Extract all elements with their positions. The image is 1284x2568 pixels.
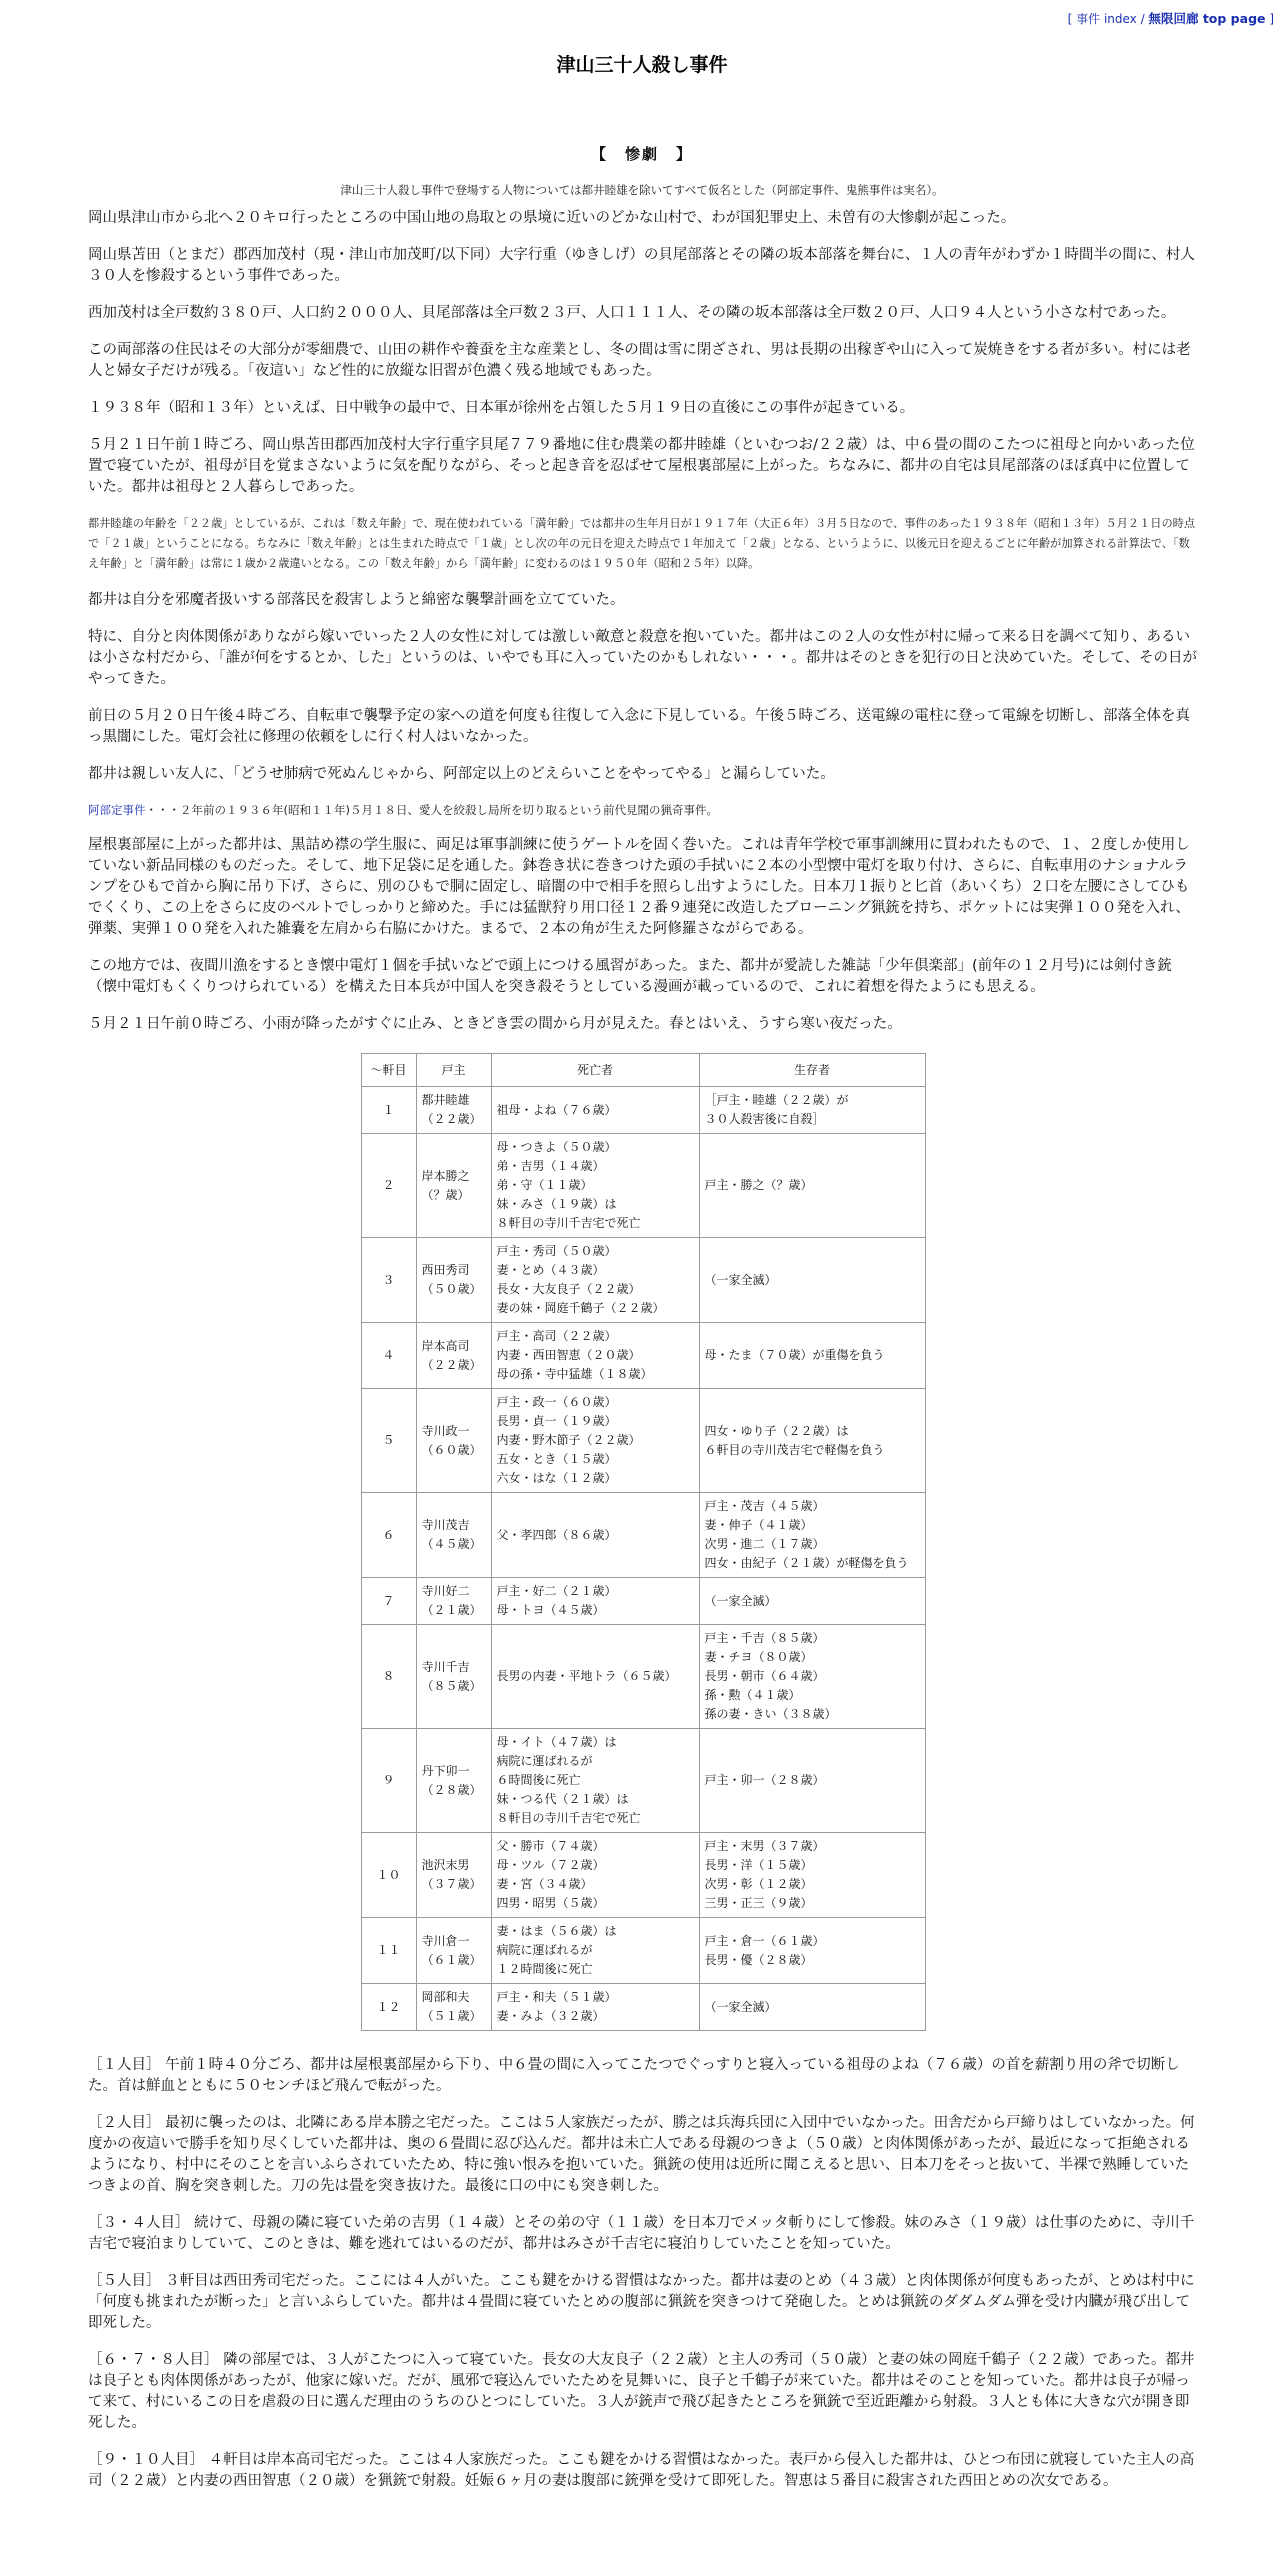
cell-survivors-line: ３０人殺害後に自殺］	[704, 1112, 825, 1126]
account-paragraph: ［３・４人目］ 続けて、母親の隣に寝ていた弟の吉男（１４歳）とその弟の守（１１歳）を日本刀でメッタ斬りにして惨殺。妹のみさ（１９歳）は仕事のために、寺川千吉宅で寝泊まりしていて、このときは、難を逃れてはいるのだが、都井はみさが千吉宅に寝泊りしていたことを知っていた。	[88, 2215, 1195, 2252]
cell-survivors	[699, 1833, 925, 1918]
victims-table-body	[361, 1087, 925, 2031]
cell-deceased-line: 六女・はな（１２歳）	[496, 1471, 617, 1485]
cell-deceased	[491, 1833, 699, 1918]
cell-householder	[416, 1087, 491, 1134]
cell-survivors-line: 長男・優（２８歳）	[704, 1952, 813, 1967]
intro-paragraph: 西加茂村は全戸数約３８０戸、人口約２０００人、貝尾部落は全戸数２３戸、人口１１１人、その隣の坂本部落は全戸数２０戸、人口９４人という小さな村であった。	[88, 305, 1176, 321]
cell-house-no: ６	[361, 1493, 416, 1578]
cell-survivors	[699, 1493, 925, 1578]
cell-house-no: １０	[361, 1833, 416, 1918]
cell-house-no: ３	[361, 1238, 416, 1323]
cell-householder-line: 都井睦雄	[421, 1093, 470, 1107]
cell-house-no: １	[361, 1087, 416, 1134]
cell-survivors-line: 戸主・勝之（？歳）	[704, 1178, 813, 1192]
cell-householder-line: （２２歳）	[421, 1112, 482, 1126]
cell-householder-line: 池沢末男	[421, 1858, 470, 1872]
cell-deceased-line: ８軒目の寺川千吉宅で死亡	[496, 1216, 641, 1230]
cell-deceased	[491, 1625, 699, 1729]
cell-deceased-line: 母・ツル（７２歳）	[496, 1858, 605, 1872]
cell-house-no: １１	[361, 1918, 416, 1984]
cell-householder-line: （２８歳）	[421, 1782, 482, 1797]
table-row	[361, 1238, 925, 1323]
cell-survivors-line: 長男・洋（１５歳）	[704, 1858, 813, 1872]
account-paragraph: ［２人目］ 最初に襲ったのは、北隣にある岸本勝之宅だった。ここは５人家族だったが、勝之は兵海兵団に入団中でいなかった。田舎だから戸締りはしていなかった。何度かの夜這いで勝手を知り尽くしていた都井は、奥の６畳間に忍び込んだ。都井は未亡人である母親のつきよ（５０歳）と肉体関係があったが、最近になって拒絶されるようになり、村中にそのことを言いふらされていたため、特に強い恨みを抱いていた。猟銃の使用は近所に聞こえると思い、日本刀をそっと抜いて、半裸で熟睡していたつきよの首、胸を突き刺した。刀の先は畳を突き抜けた。最後に口の中にも突き刺した。	[88, 2115, 1195, 2194]
col-header-house-no: ～軒目	[361, 1054, 416, 1087]
cell-deceased-line: 父・孝四郎（８６歳）	[496, 1527, 617, 1542]
cell-deceased-line: 母・つきよ（５０歳）	[496, 1140, 617, 1154]
cell-survivors-line: 次男・彰（１２歳）	[704, 1877, 813, 1891]
cell-deceased	[491, 1918, 699, 1984]
col-header-householder: 戸主	[416, 1054, 491, 1087]
cell-deceased	[491, 1323, 699, 1389]
cell-deceased-line: 弟・吉男（１４歳）	[496, 1159, 605, 1173]
cell-deceased-line: 母・トヨ（４５歳）	[496, 1603, 605, 1617]
cell-survivors-line: 三男・正三（９歳）	[704, 1896, 813, 1910]
cell-survivors-line: 妻・チヨ（８０歳）	[704, 1650, 813, 1664]
cell-deceased-line: 母・イト（４７歳）は	[496, 1735, 617, 1749]
cell-deceased-line: 内妻・西田智恵（２０歳）	[496, 1348, 641, 1362]
cell-survivors-line: 戸主・末男（３７歳）	[704, 1839, 825, 1853]
table-row	[361, 1087, 925, 1134]
table-row	[361, 1493, 925, 1578]
cell-survivors-line: 戸主・卯一（２８歳）	[704, 1773, 825, 1787]
table-row	[361, 1918, 925, 1984]
cell-deceased-line: 四男・昭男（５歳）	[496, 1896, 605, 1910]
cell-deceased	[491, 1087, 699, 1134]
cell-survivors	[699, 1625, 925, 1729]
table-row	[361, 1833, 925, 1918]
cell-householder	[416, 1729, 491, 1833]
cell-survivors	[699, 1578, 925, 1625]
cell-survivors-line: 戸主・茂吉（４５歳）	[704, 1499, 825, 1513]
cell-householder-line: 寺川倉一	[421, 1933, 470, 1948]
cell-deceased-line: 戸主・和夫（５１歳）	[496, 1990, 617, 2004]
cell-deceased-line: 戸主・高司（２２歳）	[496, 1329, 617, 1343]
cell-deceased-line: 戸主・政一（６０歳）	[496, 1395, 617, 1409]
section-heading: 【 惨劇 】	[590, 145, 693, 163]
table-row	[361, 1984, 925, 2031]
cell-survivors	[699, 1389, 925, 1493]
cell-householder	[416, 1323, 491, 1389]
cell-deceased-line: 妻・はま（５６歳）は	[496, 1924, 617, 1938]
cell-survivors	[699, 1087, 925, 1134]
intro-paragraph: 岡山県津山市から北へ２０キロ行ったところの中国山地の鳥取との県境に近いのどかな山村で、わが国犯罪史上、未曽有の大惨劇が起こった。	[88, 210, 1016, 226]
cell-survivors-line: 戸主・倉一（６１歳）	[704, 1933, 825, 1948]
intro-paragraph: ５月２１日午前１時ごろ、岡山県苫田郡西加茂村大字行重字貝尾７７９番地に住む農業の都井睦雄（といむつお/２２歳）は、中６畳の間のこたつに祖母と向かいあった位置で寝ていたが、祖母が目を覚まさないように気を配りながら、そっと起き音を忍ばせて屋根裏部屋に上がった。ちなみに、都井の自宅は貝尾部落のほぼ真中に位置していた。都井は祖母と２人暮らしであった。	[88, 437, 1195, 495]
cell-deceased-line: 五女・とき（１５歳）	[496, 1452, 617, 1466]
cell-householder	[416, 1984, 491, 2031]
abe-case-text: ・・・２年前の１９３６年(昭和１１年)５月１８日、愛人を絞殺し局所を切り取るという前代見聞の猟奇事件。	[145, 803, 718, 817]
cell-deceased	[491, 1578, 699, 1625]
table-row	[361, 1389, 925, 1493]
cell-survivors-line: 母・たま（７０歳）が重傷を負う	[704, 1348, 885, 1362]
table-row	[361, 1578, 925, 1625]
cell-householder	[416, 1389, 491, 1493]
account-paragraph: ［１人目］ 午前１時４０分ごろ、都井は屋根裏部屋から下り、中６畳の間に入ってこたつでぐっすりと寝入っている祖母のよね（７６歳）の首を薪割り用の斧で切断した。首は鮮血とともに５０センチほど飛んで転がった。	[88, 2057, 1180, 2094]
age-note: 都井睦雄の年齢を「２２歳」としているが、これは「数え年齢」で、現在使われている「満年齢」では都井の生年月日が１９１７年（大正６年）３月５日なので、事件のあった１９３８年（昭和１３年）５月２１日の時点で「２１歳」ということになる。ちなみに「数え年齢」とは生まれた時点で「１歳」とし次の年の元日を迎えた時点で１年加えて「２歳」となる、というように、以後元日を迎えるごとに年齢が加算される計算法で、「数え年齢」と「満年齢」は常に１歳か２歳違いとなる。この「数え年齢」から「満年齢」に変わるのは１９５０年（昭和２５年）以降。	[88, 517, 1196, 570]
cell-survivors	[699, 1238, 925, 1323]
cell-deceased-line: 病院に運ばれるが	[496, 1754, 593, 1768]
col-header-survivors: 生存者	[699, 1054, 925, 1087]
cell-survivors-line: 妻・伸子（４１歳）	[704, 1518, 813, 1532]
body-paragraph: 特に、自分と肉体関係がありながら嫁いでいった２人の女性に対しては激しい敵意と殺意を抱いていた。都井はこの２人の女性が村に帰って来る日を調べて知り、あるいは小さな村だから、「誰が何をするとか、した」というのは、いやでも耳に入っていたのかもしれない・・・。都井はそのときを犯行の日と決めていた。そして、その日がやってきた。	[88, 629, 1197, 687]
cell-deceased	[491, 1134, 699, 1238]
nav-separator: /	[1136, 12, 1149, 26]
table-header-row	[361, 1054, 925, 1087]
cell-householder-line: （８５歳）	[421, 1678, 482, 1693]
cell-householder-line: 丹下卯一	[421, 1763, 470, 1778]
cell-survivors	[699, 1323, 925, 1389]
cell-householder-line: （６１歳）	[421, 1952, 482, 1967]
cell-survivors	[699, 1729, 925, 1833]
cell-survivors-line: 長男・朝市（６４歳）	[704, 1669, 825, 1683]
intro-paragraph: この両部落の住民はその大部分が零細農で、山田の耕作や養蚕を主な産業とし、冬の間は雪に閉ざされ、男は長期の出稼ぎや山に入って炭焼きをする者が多い。村には老人と婦女子だけが残る。「夜這い」など性的に放縦な旧習が色濃く残る地域でもあった。	[88, 342, 1191, 379]
top-nav: [ 事件 index / 無限回廊 top page ]	[1067, 11, 1274, 26]
cell-householder-line: 寺川千吉	[421, 1659, 470, 1674]
cell-survivors-line: 孫の妻・きい（３８歳）	[704, 1707, 837, 1721]
cell-deceased-line: 弟・守（１１歳）	[496, 1178, 593, 1192]
cell-survivors	[699, 1984, 925, 2031]
cell-house-no: ５	[361, 1389, 416, 1493]
index-link[interactable]: 事件 index	[1076, 12, 1137, 26]
cell-survivors	[699, 1918, 925, 1984]
body-paragraph: 前日の５月２０日午後４時ごろ、自転車で襲撃予定の家への道を何度も往復して入念に下見している。午後５時ごろ、送電線の電柱に登って電線を切断し、部落全体を真っ黒闇にした。電灯会社に修理の依頼をしに行く村人はいなかった。	[88, 708, 1190, 745]
cell-deceased-line: １２時間後に死亡	[496, 1962, 593, 1976]
cell-householder-line: （３７歳）	[421, 1877, 482, 1891]
cell-householder	[416, 1578, 491, 1625]
cell-survivors-line: （一家全滅）	[704, 1593, 777, 1608]
cell-householder-line: （４５歳）	[421, 1537, 482, 1551]
cell-deceased-line: 父・勝市（７４歳）	[496, 1839, 605, 1853]
cell-house-no: ２	[361, 1134, 416, 1238]
cell-house-no: ４	[361, 1323, 416, 1389]
cell-deceased-line: ８軒目の寺川千吉宅で死亡	[496, 1811, 641, 1825]
col-header-deceased: 死亡者	[491, 1054, 699, 1087]
cell-householder-line: 寺川政一	[421, 1423, 470, 1438]
cell-deceased	[491, 1493, 699, 1578]
cell-survivors-line: 孫・勲（４１歳）	[704, 1688, 801, 1702]
table-row	[361, 1729, 925, 1833]
cell-deceased-line: 妻・とめ（４３歳）	[496, 1263, 605, 1277]
cell-house-no: ９	[361, 1729, 416, 1833]
table-row	[361, 1625, 925, 1729]
table-row	[361, 1323, 925, 1389]
cell-survivors	[699, 1134, 925, 1238]
cell-house-no: ８	[361, 1625, 416, 1729]
names-note: 津山三十人殺し事件で登場する人物については都井睦雄を除いてすべて仮名とした（阿部定事件、鬼熊事件は実名）。	[340, 183, 944, 197]
intro-paragraph: １９３８年（昭和１３年）といえば、日中戦争の最中で、日本軍が徐州を占領した５月１９日の直後にこの事件が起きている。	[88, 400, 915, 416]
cell-survivors-line: 戸主・千吉（８５歳）	[704, 1631, 825, 1645]
cell-householder-line: （５０歳）	[421, 1282, 482, 1296]
body-paragraph: ５月２１日午前０時ごろ、小雨が降ったがすぐに止み、ときどき雲の間から月が見えた。春とはいえ、うすら寒い夜だった。	[88, 1016, 902, 1032]
abe-case-note	[88, 801, 1198, 819]
cell-deceased	[491, 1238, 699, 1323]
cell-householder-line: （？歳）	[421, 1187, 470, 1202]
cell-deceased-line: 戸主・秀司（５０歳）	[496, 1244, 617, 1258]
cell-householder-line: 寺川茂吉	[421, 1518, 470, 1532]
account-paragraph: ［９・１０人目］ ４軒目は岸本高司宅だった。ここは４人家族だった。ここも鍵をかける習慣はなかった。表戸から侵入した都井は、ひとつ布団に就寝していた主人の高司（２２歳）と内妻の西田智恵（２０歳）を猟銃で射殺。妊娠６ヶ月の妻は腹部に銃弾を受けて即死した。智恵は５番目に殺害された西田とめの次女である。	[88, 2452, 1195, 2489]
cell-householder	[416, 1918, 491, 1984]
cell-householder-line: 岸本高司	[421, 1338, 470, 1353]
cell-deceased-line: 妻の妹・岡庭千鶴子（２２歳）	[496, 1301, 665, 1315]
top-page-link[interactable]: 無限回廊 top page	[1148, 11, 1266, 26]
cell-householder-line: 寺川好二	[421, 1584, 470, 1598]
cell-survivors-line: （一家全滅）	[704, 1272, 777, 1287]
victims-table	[361, 1053, 926, 2031]
intro-paragraph: 岡山県苫田（とまだ）郡西加茂村（現・津山市加茂町/以下同）大字行重（ゆきしげ）の貝尾部落とその隣の坂本部落を舞台に、１人の青年がわずか１時間半の間に、村人３０人を惨殺するという事件であった。	[88, 247, 1195, 284]
cell-householder-line: （２２歳）	[421, 1357, 482, 1372]
cell-deceased-line: 長男の内妻・平地トラ（６５歳）	[496, 1669, 677, 1683]
cell-survivors-line: （一家全滅）	[704, 1999, 777, 2014]
cell-deceased	[491, 1729, 699, 1833]
cell-survivors-line: 四女・由紀子（２１歳）が軽傷を負う	[704, 1556, 909, 1570]
cell-survivors-line: 四女・ゆり子（２２歳）は	[704, 1423, 849, 1438]
body-paragraph: 都井は自分を邪魔者扱いする部落民を殺害しようと綿密な襲撃計画を立てていた。	[88, 592, 625, 608]
body-paragraph: 屋根裏部屋に上がった都井は、黒詰め襟の学生服に、両足は軍事訓練に使うゲートルを固く巻いた。これは青年学校で軍事訓練用に買われたもので、１、２度しか使用していない新品同様のものだった。そして、地下足袋に足を通した。鉢巻き状に巻きつけた頭の手拭いに２本の小型懐中電灯を取り付け、さらに、自転車用のナショナルランプをひもで首から胸に吊り下げ、さらに、別のひもで胴に固定し、暗闇の中で相手を照らし出すようにした。日本刀１振りと匕首（あいくち）２口を左腰にさしてひもでくくり、この上をさらに皮のベルトでしっかりと締めた。手には猛獣狩り用口径１２番９連発に改造したブローニング猟銃を持ち、ポケットには実弾１００発を入れ、弾薬、実弾１００発を入れた雑嚢を左肩から右脇にかけた。まるで、２本の角が生えた阿修羅さながらである。	[88, 837, 1190, 937]
cell-deceased-line: 母の孫・寺中猛雄（１８歳）	[496, 1367, 653, 1381]
cell-householder	[416, 1134, 491, 1238]
cell-householder-line: 岸本勝之	[421, 1168, 470, 1183]
cell-deceased-line: 戸主・好二（２１歳）	[496, 1584, 617, 1598]
cell-house-no: ７	[361, 1578, 416, 1625]
page-title: 津山三十人殺し事件	[556, 54, 728, 76]
cell-deceased	[491, 1389, 699, 1493]
cell-householder-line: （２１歳）	[421, 1603, 482, 1617]
cell-householder	[416, 1493, 491, 1578]
cell-householder	[416, 1833, 491, 1918]
cell-survivors-line: ［戸主・睦雄（２２歳）が	[704, 1093, 849, 1107]
account-paragraph: ［６・７・８人目］ 隣の部屋では、３人がこたつに入って寝ていた。長女の大友良子（２２歳）と主人の秀司（５０歳）と妻の妹の岡庭千鶴子（２２歳）であった。都井は良子とも肉体関係があったが、他家に嫁いだ。だが、風邪で寝込んでいたためを見舞いに、良子と千鶴子が来ていた。都井はそのことを知っていた。都井は良子が帰って来て、村にいるこの日を虐殺の日に選んだ理由のうちのひとつにしていた。３人が銃声で飛び起きたところを猟銃で至近距離から射殺。３人とも体に大きな穴が開き即死した。	[88, 2352, 1195, 2431]
cell-deceased-line: 病院に運ばれるが	[496, 1943, 593, 1957]
body-paragraph: この地方では、夜間川漁をするとき懐中電灯１個を手拭いなどで頭上につける風習があった。また、都井が愛読した雑誌「少年倶楽部」(前年の１２月号)には剣付き銃（懐中電灯もくくりつけられている）を構えた日本兵が中国人を突き殺そうとしている漫画が載っているので、これに着想を得たようにも思える。	[88, 958, 1172, 995]
cell-deceased	[491, 1984, 699, 2031]
body-paragraph: 都井は親しい友人に、「どうせ肺病で死ぬんじゃから、阿部定以上のどえらいことをやってやる」と漏らしていた。	[88, 766, 835, 782]
cell-deceased-line: 長男・貞一（１９歳）	[496, 1414, 617, 1428]
cell-deceased-line: 長女・大友良子（２２歳）	[496, 1282, 641, 1296]
cell-deceased-line: 妻・みよ（３２歳）	[496, 2009, 605, 2023]
cell-deceased-line: 妹・つる代（２１歳）は	[496, 1792, 629, 1806]
abe-case-link[interactable]: 阿部定事件	[88, 803, 146, 817]
cell-householder-line: 西田秀司	[421, 1263, 470, 1277]
cell-householder	[416, 1625, 491, 1729]
table-row	[361, 1134, 925, 1238]
cell-house-no: １２	[361, 1984, 416, 2031]
cell-householder	[416, 1238, 491, 1323]
cell-deceased-line: 内妻・野木節子（２２歳）	[496, 1433, 641, 1447]
account-paragraph: ［５人目］ ３軒目は西田秀司宅だった。ここには４人がいた。ここも鍵をかける習慣はなかった。都井は妻のとめ（４３歳）と肉体関係が何度もあったが、とめは村中に「何度も挑まれたが断った」と言いふらしていた。都井は４畳間に寝ていたとめの腹部に猟銃を突きつけて発砲した。とめは猟銃のダダムダム弾を受け内臓が飛び出して即死した。	[88, 2273, 1195, 2331]
cell-householder-line: （６０歳）	[421, 1442, 482, 1457]
cell-deceased-line: 妻・宮（３４歳）	[496, 1877, 593, 1891]
cell-householder-line: （５１歳）	[421, 2009, 482, 2023]
cell-deceased-line: 妹・みさ（１９歳）は	[496, 1197, 617, 1211]
cell-survivors-line: ６軒目の寺川茂吉宅で軽傷を負う	[704, 1442, 885, 1457]
cell-deceased-line: 祖母・よね（７６歳）	[496, 1102, 617, 1117]
cell-deceased-line: ６時間後に死亡	[496, 1773, 581, 1787]
article-body	[0, 198, 1284, 2492]
cell-survivors-line: 次男・進二（１７歳）	[704, 1537, 825, 1551]
cell-householder-line: 岡部和夫	[421, 1990, 470, 2004]
